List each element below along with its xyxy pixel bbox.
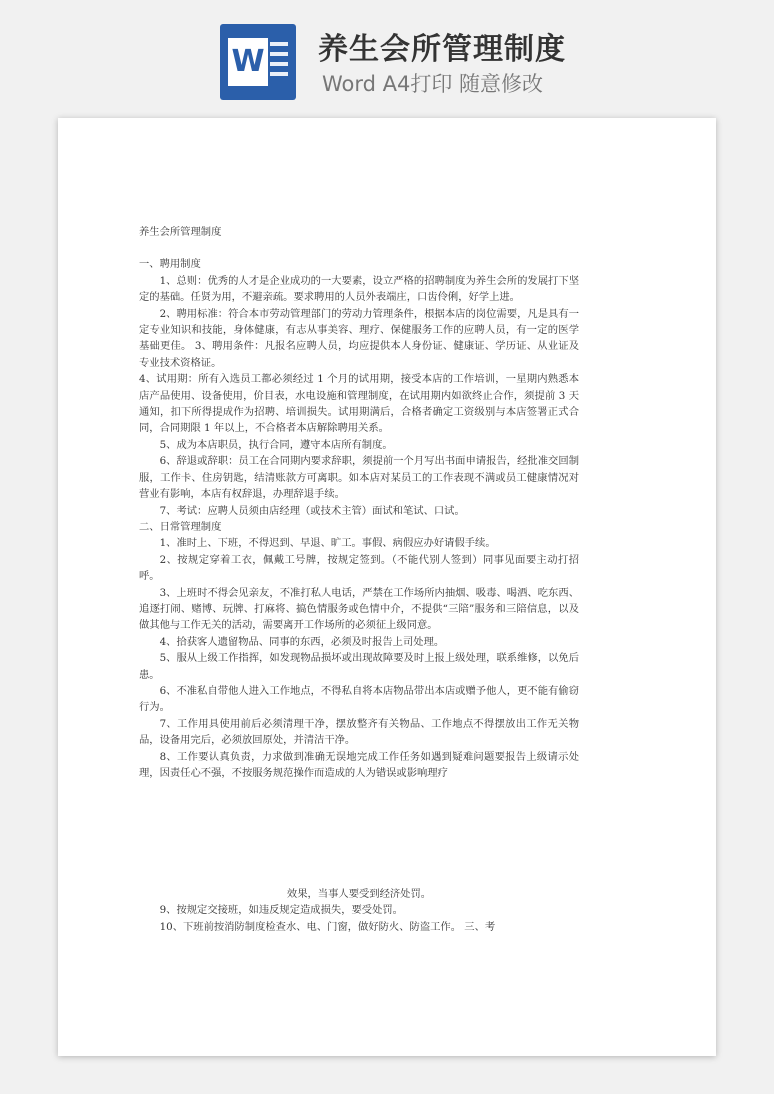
section-heading-1: 一、聘用制度 bbox=[139, 258, 201, 271]
page-subtitle: Word A4打印 随意修改 bbox=[322, 72, 544, 96]
document-title: 养生会所管理制度 bbox=[139, 226, 222, 238]
paragraph: 5、成为本店职员，执行合同，遵守本店所有制度。 bbox=[159, 438, 393, 451]
paragraph: 3、上班时不得会见亲友，不准打私人电话，严禁在工作场所内抽烟、吸毒、喝酒、吃东西、追逐打闹、赌博、玩牌、打麻将、搞色情服务或色情中介，不提供“三陪”服务和三陪信息，以及做其他与工作无关的活动，需要离开工作场所的必须征上级同意。 bbox=[139, 586, 579, 632]
document-body-continued bbox=[139, 886, 579, 935]
page-title: 养生会所管理制度 bbox=[318, 32, 566, 67]
section-1-paragraphs bbox=[139, 273, 579, 519]
document-page: ​ bbox=[58, 118, 716, 1056]
paragraph: 1、总则：优秀的人才是企业成功的一大要素，设立严格的招聘制度为养生会所的发展打下坚定的基础。任贤为用，不避亲疏。要求聘用的人员外表端庄，口齿伶俐，好学上进。 bbox=[139, 274, 579, 304]
section-heading-2: 二、日常管理制度 bbox=[139, 520, 222, 533]
paragraph: 5、服从上级工作指挥，如发现物品损坏或出现故障要及时上报上级处理，联系维修，以免后患。 bbox=[139, 652, 579, 681]
paragraph: 效果，当事人要受到经济处罚。 bbox=[286, 888, 432, 900]
paragraph: 9、按规定交接班，如违反规定造成损失，要受处罚。 bbox=[159, 904, 403, 917]
paragraph: 4、试用期：所有入选员工都必须经过 1 个月的试用期，接受本店的工作培训，一星期内熟悉本店产品使用、设备使用，价目表，水电设施和管理制度，在试用期内如欲终止合作，须提前 3 天通知，扣下所得提成作为招聘、培训损失。试用期满后，合格者确定工资级别与本店签署正式合同，合同期限 1 年以上，不合格者本店解除聘用关系。 bbox=[139, 373, 579, 435]
word-icon-lines bbox=[270, 42, 288, 82]
document-body bbox=[139, 224, 579, 781]
paragraph: 2、聘用标准：符合本市劳动管理部门的劳动力管理条件，根据本店的岗位需要，凡是具有一定专业知识和技能，身体健康，有志从事美容、理疗、保健服务工作的应聘人员，有一定的医学基础更佳。 3、聘用条件：凡报名应聘人员，均应提供本人身份证、健康证、学历证、从业证及专业技术资格证。 bbox=[139, 307, 579, 369]
paragraph: 4、拾获客人遗留物品、同事的东西，必须及时报告上司处理。 bbox=[159, 635, 445, 648]
paragraph: 7、考试：应聘人员须由店经理（或技术主管）面试和笔试、口试。 bbox=[159, 504, 465, 517]
paragraph: 2、按规定穿着工衣，佩戴工号牌，按规定签到。（不能代别人签到）同事见面要主动打招呼。 bbox=[139, 553, 579, 583]
paragraph: 6、不准私自带他人进入工作地点，不得私自将本店物品带出本店或赠予他人，更不能有偷窃行为。 bbox=[139, 684, 579, 714]
section-2-paragraphs-continued bbox=[139, 886, 579, 935]
word-icon bbox=[220, 24, 296, 100]
paragraph: 6、辞退或辞职：员工在合同期内要求辞职，须提前一个月写出书面申请报告，经批准交回制服，工作卡、住房钥匙，结清账款方可离职。如本店对某员工的工作表现不满或员工健康情况对营业有影响，本店有权辞退，办理辞退手续。 bbox=[139, 455, 579, 501]
section-2-paragraphs bbox=[139, 535, 579, 781]
word-icon-letter: W bbox=[228, 38, 268, 86]
paragraph: 10、下班前按消防制度检查水、电、门窗，做好防火、防盗工作。 三、考 bbox=[159, 920, 496, 933]
paragraph: 8、工作要认真负责，力求做到准确无误地完成工作任务如遇到疑难问题要报告上级请示处理，因责任心不强，不按服务规范操作而造成的人为错误或影响理疗 bbox=[139, 750, 579, 779]
paragraph: 1、准时上、下班，不得迟到、早退、旷工。事假、病假应办好请假手续。 bbox=[159, 537, 496, 550]
paragraph: 7、工作用具使用前后必须清理干净，摆放整齐有关物品、工作地点不得摆放出工作无关物品，设备用完后，必须放回原处，并清洁干净。 bbox=[139, 717, 579, 747]
header bbox=[0, 0, 774, 110]
